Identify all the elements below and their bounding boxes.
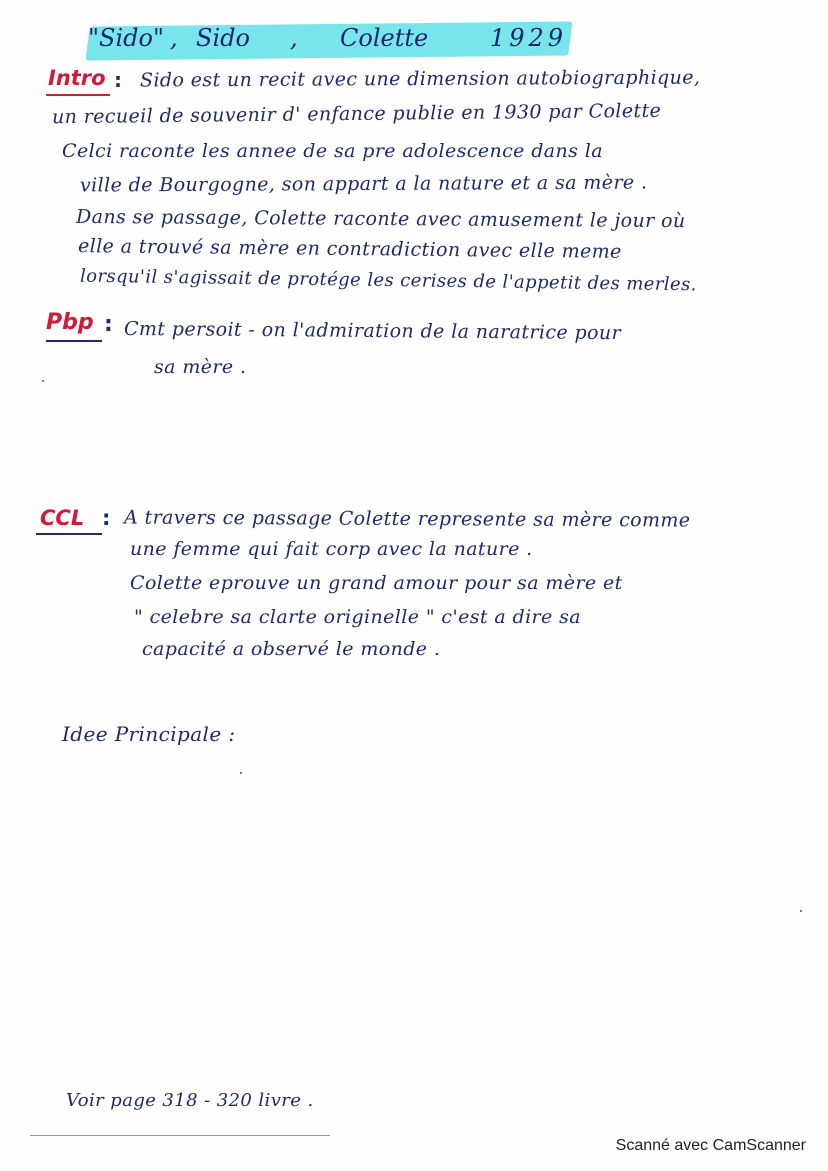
footer-divider [30, 1135, 330, 1136]
title-separator: , [170, 24, 178, 52]
ccl-line-5: capacité a observé le monde . [142, 638, 441, 660]
title-work: "Sido" [88, 24, 165, 52]
pbp-colon: : [104, 312, 113, 337]
title-author: Colette [340, 24, 429, 52]
scan-speck [800, 910, 802, 912]
intro-line-6: elle a trouvé sa mère en contradiction avec elle meme [77, 235, 622, 263]
title-year: 1929 [490, 24, 568, 52]
intro-colon: : [114, 68, 122, 92]
scan-speck [42, 380, 44, 382]
pbp-label: Pbp [46, 310, 94, 335]
camscanner-watermark: Scanné avec CamScanner [615, 1137, 806, 1154]
title-work-repeat: Sido [196, 24, 250, 52]
pbp-line-1: Cmt persoit - on l'admiration de la naratrice pour [123, 317, 622, 345]
intro-line-1: Sido est un recit avec une dimension autobiographique, [139, 66, 701, 92]
ccl-label: CCL [40, 506, 85, 530]
idee-principale-heading: Idee Principale : [62, 722, 236, 746]
title-separator: , [290, 24, 298, 52]
ccl-line-4: " celebre sa clarte originelle " c'est a dire sa [134, 606, 581, 628]
intro-line-7: lorsqu'il s'agissait de protége les cerises de l'appetit des merles. [79, 265, 697, 296]
pbp-underline [46, 340, 102, 342]
intro-line-5: Dans se passage, Colette raconte avec amusement le jour où [75, 205, 686, 233]
intro-line-3: Celci raconte les annee de sa pre adolescence dans la [62, 140, 603, 162]
ccl-line-3: Colette eprouve un grand amour pour sa mère et [130, 572, 623, 594]
scan-speck [240, 772, 242, 774]
pbp-line-2: sa mère . [154, 356, 247, 378]
ccl-line-1: A travers ce passage Colette represente sa mère comme [123, 506, 691, 532]
intro-label: Intro [48, 66, 106, 90]
intro-line-2: un recueil de souvenir d' enfance publie en 1930 par Colette [51, 99, 662, 129]
intro-line-4: ville de Bourgogne, son appart a la nature et a sa mère . [79, 171, 648, 197]
ccl-colon: : [102, 506, 111, 530]
ccl-underline [36, 533, 102, 535]
ccl-line-2: une femme qui fait corp avec la nature . [130, 538, 533, 560]
page-reference-note: Voir page 318 - 320 livre . [66, 1090, 314, 1111]
intro-underline [46, 94, 110, 96]
